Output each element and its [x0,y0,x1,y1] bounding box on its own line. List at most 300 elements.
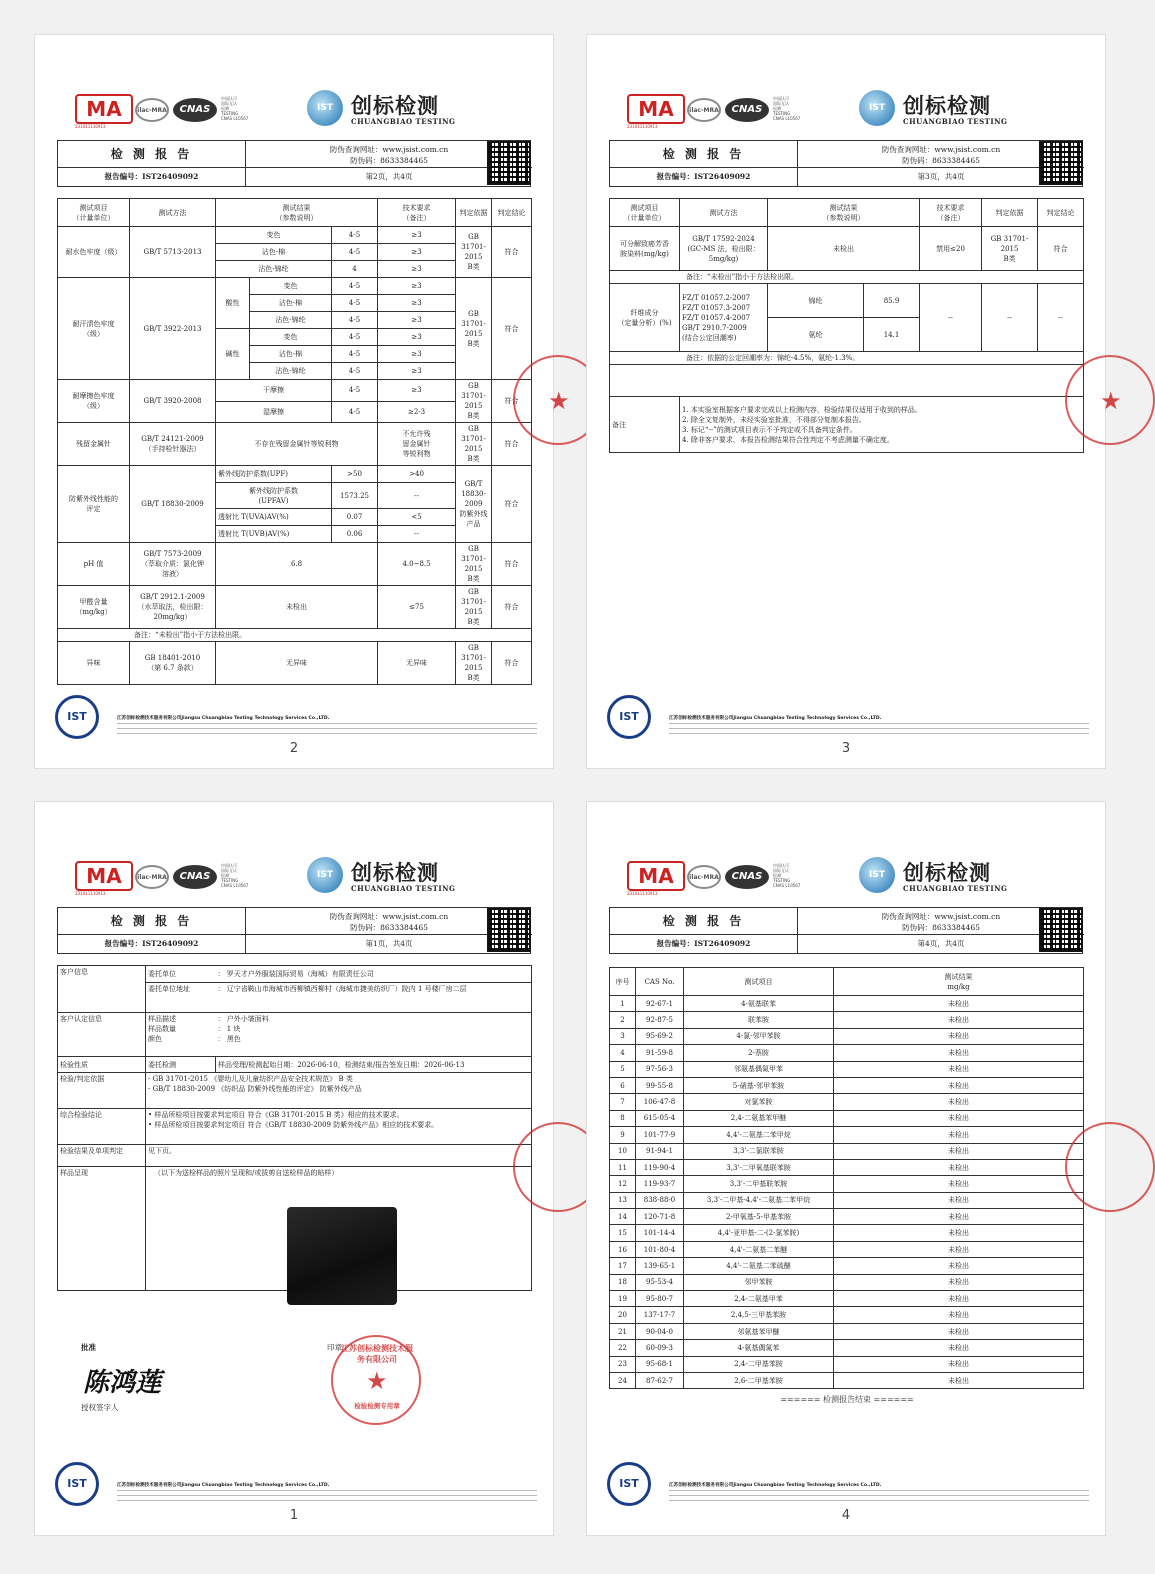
result-cell: 未检出 [768,227,920,271]
svg-text:MA: MA [86,97,122,121]
table-row [610,1192,1084,1208]
test-item: 4-氯-邻甲苯胺 [684,1028,834,1044]
anti-fake-code: 防伪码：8633384465 [350,156,428,165]
field-label: 样品描述 [148,1015,176,1023]
value-cell: 4-5 [332,329,378,346]
value-cell: 4 [332,261,378,278]
result-cell: 未检出 [216,586,378,629]
anti-fake-url: 防伪查询网址：www.jsist.com.cn [881,145,1001,154]
value-cell: 4-5 [332,401,378,423]
row-no: 6 [610,1077,636,1093]
test-result: 未检出 [834,1110,1084,1126]
row-no: 14 [610,1209,636,1225]
cas-number: 106-47-8 [636,1094,684,1110]
remark-list [680,397,1084,453]
aromatic-amine-table [609,967,1084,1389]
header-cell: 测试项目 [684,968,834,996]
param-cell: 干摩擦 [216,380,332,402]
row-no: 20 [610,1307,636,1323]
report-end-text: ====== 检测报告结束 ====== [780,1395,914,1404]
test-result: 未检出 [834,1127,1084,1143]
header-cell: 测试方法 [680,199,768,227]
cas-number: 139-65-1 [636,1258,684,1274]
footer-text-line [669,723,1089,727]
req-cell: ≥3 [378,244,456,261]
header-cell: 测试结果 （参数说明） [216,199,378,227]
test-item: 4-氨基联苯 [684,996,834,1012]
ist-footer-logo: IST [55,1462,99,1506]
param-cell: 透射比 T(UVB)AV(%) [216,526,332,543]
page-number: 4 [841,1508,851,1523]
report-page-2 [34,34,570,769]
cas-number: 97-56-3 [636,1061,684,1077]
section-label: 客户认定信息 [58,1013,146,1057]
page-info: 第2页，共4页 [365,172,413,181]
param-cell: 沾色-棉 [216,244,332,261]
field-value: - GB 31701-2015 《婴幼儿及儿童纺织产品安全技术规范》 B 类 - GB/T 18830-2009 《纺织品 防紫外线性能的评定》 防紫外线产品 [146,1073,532,1109]
req-cell: -- [378,483,456,509]
test-result: 未检出 [834,1045,1084,1061]
std-cell: GB 31701-2015 B类 [456,586,492,629]
table-row [610,1323,1084,1339]
pass-cell: 符合 [1038,227,1084,271]
field-value: 委托检测 [146,1057,216,1073]
test-item: 4,4'-二氨基二苯醚 [684,1241,834,1257]
footer-text-line [669,733,1089,737]
test-item: 2,4-二氨基苯甲醚 [684,1110,834,1126]
footer-text-line [117,1490,537,1494]
test-result: 未检出 [834,1225,1084,1241]
note-cell: 备注：依据的公定回潮率为：锦纶-4.5%，氨纶-1.3%。 [610,352,1084,365]
footer-text-line [669,1490,1089,1494]
page-number: 3 [841,741,851,756]
row-no: 11 [610,1159,636,1175]
fiber-value: 85.9 [864,284,920,318]
report-number: 报告编号：IST26409092 [58,168,246,186]
table-row [58,1109,532,1145]
test-item: 邻甲苯胺 [684,1274,834,1290]
pass-cell: 符合 [492,227,532,278]
table-row [58,1145,532,1167]
cas-number: 99-55-8 [636,1077,684,1093]
test-result: 未检出 [834,1077,1084,1093]
test-item: 3,3'-二甲氧基联苯胺 [684,1159,834,1175]
req-cell: ≥3 [378,312,456,329]
param-cell: 变色 [250,278,332,295]
table-row [58,586,532,629]
header-cell: 技术要求 （备注） [378,199,456,227]
report-title-box [609,140,1083,187]
param-cell: 湿摩擦 [216,401,332,423]
star-icon: ★ [366,1367,388,1395]
anti-fake-code: 防伪码：8633384465 [350,923,428,932]
cma-logo [627,94,685,124]
test-result: 未检出 [834,996,1084,1012]
row-no: 15 [610,1225,636,1241]
req-cell: 不允许残 留金属针 等锐利物 [378,423,456,466]
note-row [610,352,1084,365]
acid-cell: 酸性 [216,278,250,329]
field-value: • 样品所检项目按要求判定项目 符合《GB 31701-2015 B 类》相应的技术要求。 • 样品所检项目按要求判定项目 符合《GB/T 18830-2009 防紫外线产品》相应的技术要求。 [146,1109,532,1145]
value-cell: 0.07 [332,509,378,526]
cma-logo [627,861,685,891]
row-no: 16 [610,1241,636,1257]
row-no: 8 [610,1110,636,1126]
report-number: 报告编号：IST26409092 [58,935,246,953]
value-cell: 0.06 [332,526,378,543]
table-row [610,227,1084,271]
cas-number: 120-71-8 [636,1209,684,1225]
qr-code [487,141,531,185]
table-row [610,996,1084,1012]
std-cell: GB 31701-2015 B类 [456,642,492,685]
table-row [610,1094,1084,1110]
brand-name: 创标检测 [903,93,991,118]
row-no: 5 [610,1061,636,1077]
test-result: 未检出 [834,1094,1084,1110]
param-cell: 透射比 T(UVA)AV(%) [216,509,332,526]
std-cell: GB 31701-2015 B类 [456,380,492,423]
test-result: 未检出 [834,1176,1084,1192]
req-cell: 4.0~8.5 [378,543,456,586]
test-result: 未检出 [834,1356,1084,1372]
table-row [610,1356,1084,1372]
req-cell: ≥3 [378,329,456,346]
test-item: 联苯胺 [684,1012,834,1028]
table-row [58,466,532,483]
footer-company: 江苏创标检测技术服务有限公司Jiangsu Chuangbiao Testing Technology Services Co.,LTD. [117,1483,330,1488]
test-item: 4,4'-二氨基二苯硫醚 [684,1258,834,1274]
req-cell: ≥3 [378,380,456,402]
test-item: 3,3'-二甲基-4,4'-二氨基二苯甲烷 [684,1192,834,1208]
method-cell: GB/T 18830-2009 [130,466,216,543]
qr-code [487,908,531,952]
method-cell: GB/T 3920-2008 [130,380,216,423]
cnas-logo: CNAS [725,865,769,889]
test-item: 4,4'-二氨基二苯甲烷 [684,1127,834,1143]
table-row [610,1274,1084,1290]
report-title: 检 测 报 告 [610,908,798,935]
ist-footer-logo: IST [607,1462,651,1506]
header-cell: 判定结论 [1038,199,1084,227]
req-cell: ≥2-3 [378,401,456,423]
header-cell: 测试项目 （计量单位） [610,199,680,227]
brand-name: 创标检测 [351,93,439,118]
table-header [610,199,1084,227]
seal-text: 江苏创标检测技术服务有限公司 [341,1344,413,1364]
remark-item: 1. 本实验室根据客户要求完成以上检测内容，检验结果仅适用于收到的样品。 [682,405,922,414]
test-result: 未检出 [834,1291,1084,1307]
test-result: 未检出 [834,1192,1084,1208]
method-cell: FZ/T 01057.2-2007 FZ/T 01057.3-2007 FZ/T 01057.4-2007 GB/T 2910.7-2009 (结合公定回潮率) [680,284,768,352]
test-result: 未检出 [834,1372,1084,1388]
method-cell: GB/T 2912.1-2009 （水萃取法，检出限： 20mg/kg） [130,586,216,629]
row-no: 21 [610,1323,636,1339]
anti-fake-code: 防伪码：8633384465 [902,156,980,165]
req-cell: -- [920,284,982,352]
table-row [610,1143,1084,1159]
value-cell: 4-5 [332,278,378,295]
header-cell: 序号 [610,968,636,996]
std-cell: GB 31701-2015 B类 [456,423,492,466]
value-cell: 4-5 [332,363,378,380]
cnas-text: 中国认可 国际互认 检测 TESTING CNAS L10567 [221,96,249,121]
brand-name-en: CHUANGBIAO TESTING [903,117,1008,126]
fiber-name: 氨纶 [768,318,864,352]
row-no: 10 [610,1143,636,1159]
item-cell: 耐摩擦色牢度 （级） [58,380,130,423]
item-cell: 防紫外线性能的 评定 [58,466,130,543]
report-page-4 [586,801,1106,1536]
signature: 陈鸿莲 [83,1368,162,1398]
method-cell: GB 18401-2010 （第 6.7 条款） [130,642,216,685]
table-row [610,1077,1084,1093]
cma-number: 231011110913 [627,124,658,129]
std-cell: GB/T 18830-2009 防紫外线产品 [456,466,492,543]
footer-company: 江苏创标检测技术服务有限公司Jiangsu Chuangbiao Testing Technology Services Co.,LTD. [669,1483,882,1488]
item-cell: 残留金属针 [58,423,130,466]
row-no: 2 [610,1012,636,1028]
section-label: 检验结果及单项判定 [58,1145,146,1167]
field-label: 颜色 [148,1035,162,1043]
param-cell: 沾色-棉 [250,346,332,363]
row-no: 24 [610,1372,636,1388]
value-cell: 4-5 [332,244,378,261]
footer-text-line [669,1500,1089,1504]
cas-number: 87-62-7 [636,1372,684,1388]
test-item: 3,3'-二氯联苯胺 [684,1143,834,1159]
test-item: 2,4-二氨基甲苯 [684,1291,834,1307]
cas-number: 615-05-4 [636,1110,684,1126]
cma-logo [75,861,133,891]
test-result: 未检出 [834,1323,1084,1339]
test-item: 3,3'-二甲基联苯胺 [684,1176,834,1192]
table-row [58,380,532,402]
req-cell: ≤75 [378,586,456,629]
header-cell: 判定依据 [456,199,492,227]
report-header [75,90,515,130]
qr-code [1039,908,1083,952]
param-cell: 紫外线防护系数(UPF) [216,466,332,483]
method-cell: GB/T 5713-2013 [130,227,216,278]
header-cell: 测试结果 （参数说明） [768,199,920,227]
cas-number: 101-14-4 [636,1225,684,1241]
method-cell: GB/T 3922-2013 [130,278,216,380]
footer-company: 江苏创标检测技术服务有限公司Jiangsu Chuangbiao Testing Technology Services Co.,LTD. [669,716,882,721]
table-row [58,1057,532,1073]
row-no: 4 [610,1045,636,1061]
star-icon: ★ [548,387,570,415]
remark-item: 4. 除非客户要求，本报告检测结果符合性判定不考虑测量不确定度。 [682,435,894,444]
ist-logo: IST [307,857,343,893]
cas-number: 95-68-1 [636,1356,684,1372]
field-value: 见下页。 [146,1145,532,1167]
table-row [610,1291,1084,1307]
brand-name: 创标检测 [351,860,439,885]
req-cell: ≥3 [378,346,456,363]
svg-text:MA: MA [638,864,674,888]
item-cell: 耐水色牢度（级） [58,227,130,278]
row-no: 13 [610,1192,636,1208]
anti-fake-url: 防伪查询网址：www.jsist.com.cn [881,912,1001,921]
table-row [610,1307,1084,1323]
std-cell: GB 31701-2015 B类 [982,227,1038,271]
value-cell: 4-5 [332,227,378,244]
table-row [610,1241,1084,1257]
table-row [58,1073,532,1109]
field-value: ： 黑色 [217,1035,241,1043]
field-value: ： 罗天才户外服装国际贸易（海城）有限责任公司 [216,966,532,983]
req-cell: >40 [378,466,456,483]
seal-label: 印章 [327,1343,342,1352]
qr-code [1039,141,1083,185]
req-cell: 禁用≤20 [920,227,982,271]
brand-name-en: CHUANGBIAO TESTING [351,884,456,893]
page-info: 第3页，共4页 [917,172,965,181]
alkali-cell: 碱性 [216,329,250,380]
ist-logo: IST [859,857,895,893]
table-row [610,1110,1084,1126]
table-row [610,1225,1084,1241]
field-labels [146,1013,216,1057]
ist-footer-logo: IST [55,695,99,739]
report-header [75,857,515,897]
item-cell: 甲醛含量 （mg/kg） [58,586,130,629]
ilac-mra-logo: ilac-MRA [135,865,169,889]
pass-cell: 符合 [492,278,532,380]
report-page-1 [34,801,554,1536]
item-cell: 耐汗渍色牢度 （级） [58,278,130,380]
field-value: 样品受理/检测起始日期：2026-06-10，检测结束/报告签发日期：2026-06-13 [216,1057,532,1073]
cas-number: 101-80-4 [636,1241,684,1257]
note-cell: 备注：“未检出”指小于方法检出限。 [58,629,532,642]
field-label: 委托单位 [146,966,216,983]
value-cell: 4-5 [332,380,378,402]
footer-text-line [117,723,537,727]
field-label: 委托单位地址 [146,983,216,1013]
table-row [610,1028,1084,1044]
report-number: 报告编号：IST26409092 [610,168,798,186]
row-no: 12 [610,1176,636,1192]
report-title: 检 测 报 告 [58,908,246,935]
test-result: 未检出 [834,1241,1084,1257]
param-cell: 沾色-锦纶 [216,261,332,278]
report-number: 报告编号：IST26409092 [610,935,798,953]
row-no: 3 [610,1028,636,1044]
value-cell: 4-5 [332,312,378,329]
param-cell: 变色 [250,329,332,346]
header-cell: 技术要求 （备注） [920,199,982,227]
header-cell: 测试方法 [130,199,216,227]
test-item: 邻氨基苯甲醚 [684,1323,834,1339]
cas-number: 119-93-7 [636,1176,684,1192]
anti-fake-url: 防伪查询网址：www.jsist.com.cn [329,912,449,921]
svg-text:MA: MA [86,864,122,888]
row-no: 9 [610,1127,636,1143]
test-item: 4-氨基偶氮苯 [684,1340,834,1356]
table-header [610,968,1084,996]
svg-text:MA: MA [638,97,674,121]
param-cell: 沾色-锦纶 [250,363,332,380]
table-row [610,1159,1084,1175]
note-row [58,629,532,642]
cas-number: 92-87-5 [636,1012,684,1028]
method-cell: GB/T 7573-2009 （萃取介质：氯化钾 溶液） [130,543,216,586]
param-cell: 变色 [216,227,332,244]
cas-number: 137-17-7 [636,1307,684,1323]
section-label: 样品呈现 [58,1167,146,1291]
req-cell: ≥3 [378,278,456,295]
field-values [216,1013,532,1057]
cnas-logo: CNAS [173,98,217,122]
signer-label: 授权签字人 [81,1403,119,1412]
header-cell: 判定结论 [492,199,532,227]
table-row [58,642,532,685]
report-header [627,857,1067,897]
ilac-mra-logo: ilac-MRA [135,98,169,122]
cas-number: 90-04-0 [636,1323,684,1339]
test-result: 未检出 [834,1061,1084,1077]
company-seal [331,1335,421,1425]
section-label: 综合检验结论 [58,1109,146,1145]
param-cell: 沾色-棉 [250,295,332,312]
test-result: 未检出 [834,1340,1084,1356]
result-cell: 无异味 [216,642,378,685]
value-cell: 1573.25 [332,483,378,509]
field-value: ： 辽宁省鞍山市海城市西柳镇西柳村（海城市捷美纺织厂）院内 1 号楼厂房二层 [216,983,532,1013]
row-no: 19 [610,1291,636,1307]
test-item: 对氯苯胺 [684,1094,834,1110]
seal-subtext: 检验检测专用章 [354,1402,400,1410]
test-item: 2,6-二甲基苯胺 [684,1372,834,1388]
test-result: 未检出 [834,1274,1084,1290]
approve-label: 批准 [81,1343,96,1352]
ist-footer-logo: IST [607,695,651,739]
req-cell: ≥3 [378,261,456,278]
footer-company: 江苏创标检测技术服务有限公司Jiangsu Chuangbiao Testing Technology Services Co.,LTD. [117,716,330,721]
brand-name: 创标检测 [903,860,991,885]
report-title: 检 测 报 告 [58,141,246,168]
cma-logo [75,94,133,124]
header-cell: 测试项目 （计量单位） [58,199,130,227]
std-cell: -- [982,284,1038,352]
fiber-name: 锦纶 [768,284,864,318]
table-row [610,1061,1084,1077]
cnas-logo: CNAS [173,865,217,889]
fiber-value: 14.1 [864,318,920,352]
value-cell: 4-5 [332,346,378,363]
remark-item: 3. 标记“--”的测试项目表示不予判定或不具备判定条件。 [682,425,857,434]
std-cell: GB 31701-2015 B类 [456,543,492,586]
spacer-row [610,365,1084,397]
page-footer [607,695,1087,745]
page-number: 1 [289,1508,299,1523]
cnas-text: 中国认可 国际互认 检测 TESTING CNAS L10567 [773,96,801,121]
section-label: 客户信息 [58,966,146,1013]
table-row [610,1258,1084,1274]
pass-cell: 符合 [492,423,532,466]
remarks-row [610,397,1084,453]
page-footer [55,695,535,745]
cma-number: 231011110913 [75,891,106,896]
table-row [610,284,1084,318]
test-result: 未检出 [834,1143,1084,1159]
brand-name-en: CHUANGBIAO TESTING [903,884,1008,893]
pass-cell: 符合 [492,642,532,685]
param-cell: 紫外线防护系数 (UPFAV) [216,483,332,509]
footer-text-line [669,1495,1089,1499]
table-row [610,1340,1084,1356]
